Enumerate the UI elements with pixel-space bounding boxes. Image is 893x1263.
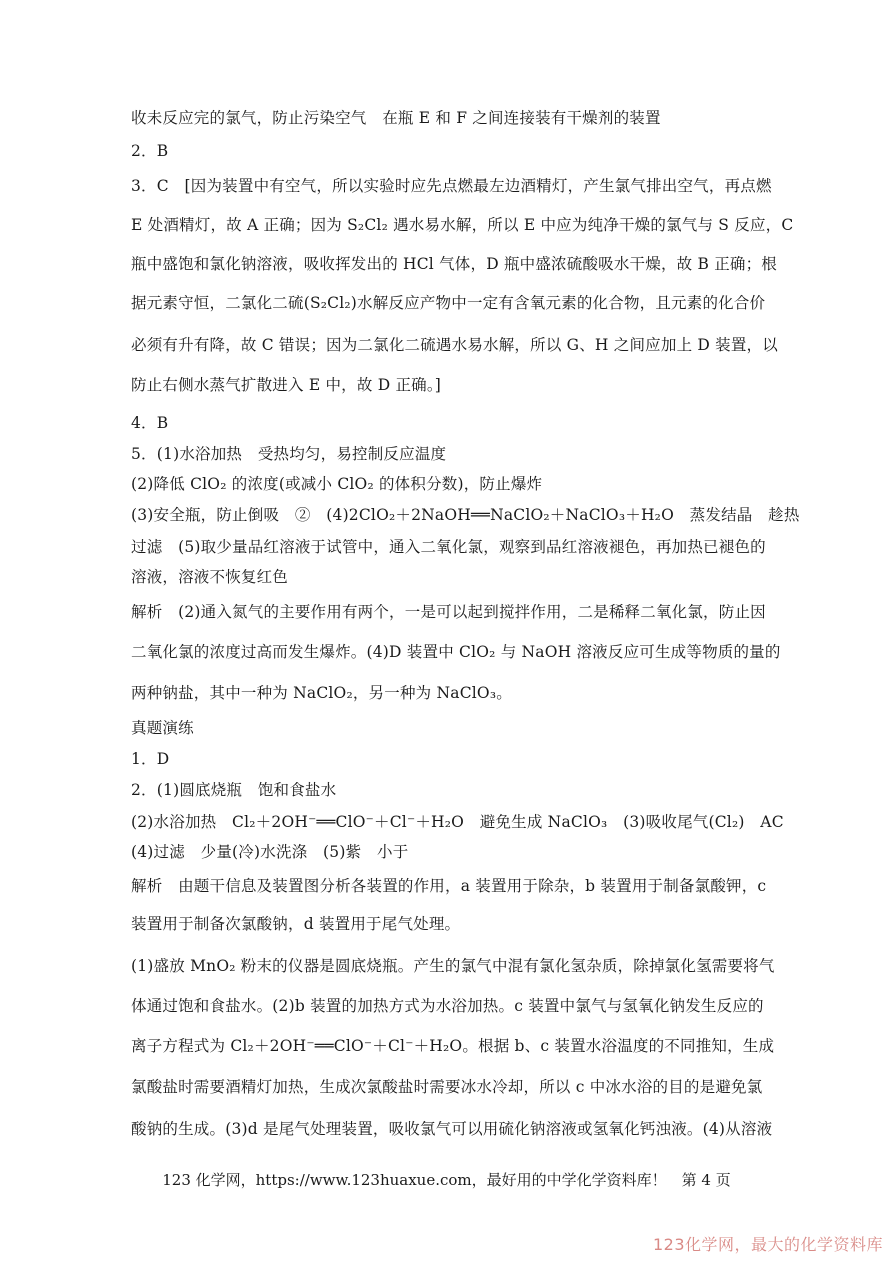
text-line: 解析 (2)通入氮气的主要作用有两个，一是可以起到搅拌作用，二是稀释二氧化氯，防止因: [131, 603, 766, 621]
text-line: 二氧化氯的浓度过高而发生爆炸。(4)D 装置中 ClO₂ 与 NaOH 溶液反应可生成等物质的量的: [131, 643, 781, 661]
watermark: 123化学网，最大的化学资料库: [652, 1235, 883, 1254]
text-line: 必须有升有降，故 C 错误；因为二氯化二硫遇水易水解，所以 G、H 之间应加上 D 装置，以: [131, 336, 778, 354]
text-line: 体通过饱和食盐水。(2)b 装置的加热方式为水浴加热。c 装置中氯气与氢氧化钠发生反应的: [131, 997, 764, 1015]
text-line: 1．D: [131, 750, 170, 768]
text-line: (2)水浴加热 Cl₂＋2OH⁻══ClO⁻＋Cl⁻＋H₂O 避免生成 NaClO₃ (3)吸收尾气(Cl₂) AC: [131, 813, 784, 831]
text-line: 溶液，溶液不恢复红色: [131, 568, 289, 586]
text-line: (2)降低 ClO₂ 的浓度(或减小 ClO₂ 的体积分数)，防止爆炸: [131, 475, 543, 493]
text-line: 离子方程式为 Cl₂＋2OH⁻══ClO⁻＋Cl⁻＋H₂O。根据 b、c 装置水浴温度的不同推知，生成: [131, 1037, 775, 1055]
page-footer: 123 化学网，https://www.123huaxue.com，最好用的中学化学资料库！ 第 4 页: [162, 1171, 731, 1189]
text-line: 氯酸盐时需要酒精灯加热，生成次氯酸盐时需要冰水冷却，所以 c 中冰水浴的目的是避免氯: [131, 1078, 763, 1096]
text-line: 2．(1)圆底烧瓶 饱和食盐水: [131, 781, 337, 799]
text-line: (3)安全瓶，防止倒吸 ② (4)2ClO₂＋2NaOH══NaClO₂＋NaClO₃＋H₂O 蒸发结晶 趁热: [131, 506, 800, 524]
text-line: 收未反应完的氯气，防止污染空气 在瓶 E 和 F 之间连接装有干燥剂的装置: [131, 109, 661, 127]
text-line: 防止右侧水蒸气扩散进入 E 中，故 D 正确。]: [131, 376, 442, 394]
text-line: (1)盛放 MnO₂ 粉末的仪器是圆底烧瓶。产生的氯气中混有氯化氢杂质，除掉氯化氢需要将气: [131, 957, 775, 975]
text-line: 解析 由题干信息及装置图分析各装置的作用，a 装置用于除杂，b 装置用于制备氯酸钾，c: [131, 877, 767, 895]
text-line: 瓶中盛饱和氯化钠溶液，吸收挥发出的 HCl 气体，D 瓶中盛浓硫酸吸水干燥，故 B 正确；根: [131, 255, 777, 273]
text-line: 2．B: [131, 142, 169, 160]
text-line: 装置用于制备次氯酸钠，d 装置用于尾气处理。: [131, 915, 461, 933]
text-line: 过滤 (5)取少量品红溶液于试管中，通入二氧化氯，观察到品红溶液褪色，再加热已褪色的: [131, 538, 766, 556]
text-line: 两种钠盐，其中一种为 NaClO₂，另一种为 NaClO₃。: [131, 684, 512, 702]
text-line: 3．C [因为装置中有空气，所以实验时应先点燃最左边酒精灯，产生氯气排出空气，再点燃: [131, 177, 772, 195]
text-line: (4)过滤 少量(冷)水洗涤 (5)紫 小于: [131, 843, 409, 861]
section-heading: 真题演练: [131, 719, 194, 737]
text-line: 据元素守恒，二氯化二硫(S₂Cl₂)水解反应产物中一定有含氧元素的化合物，且元素的化合价: [131, 294, 766, 312]
text-line: 酸钠的生成。(3)d 是尾气处理装置，吸收氯气可以用硫化钠溶液或氢氧化钙浊液。(4)从溶液: [131, 1120, 773, 1138]
text-line: E 处酒精灯，故 A 正确；因为 S₂Cl₂ 遇水易水解，所以 E 中应为纯净干燥的氯气与 S 反应，C: [131, 216, 794, 234]
text-line: 5．(1)水浴加热 受热均匀，易控制反应温度: [131, 445, 447, 463]
text-line: 4．B: [131, 414, 169, 432]
